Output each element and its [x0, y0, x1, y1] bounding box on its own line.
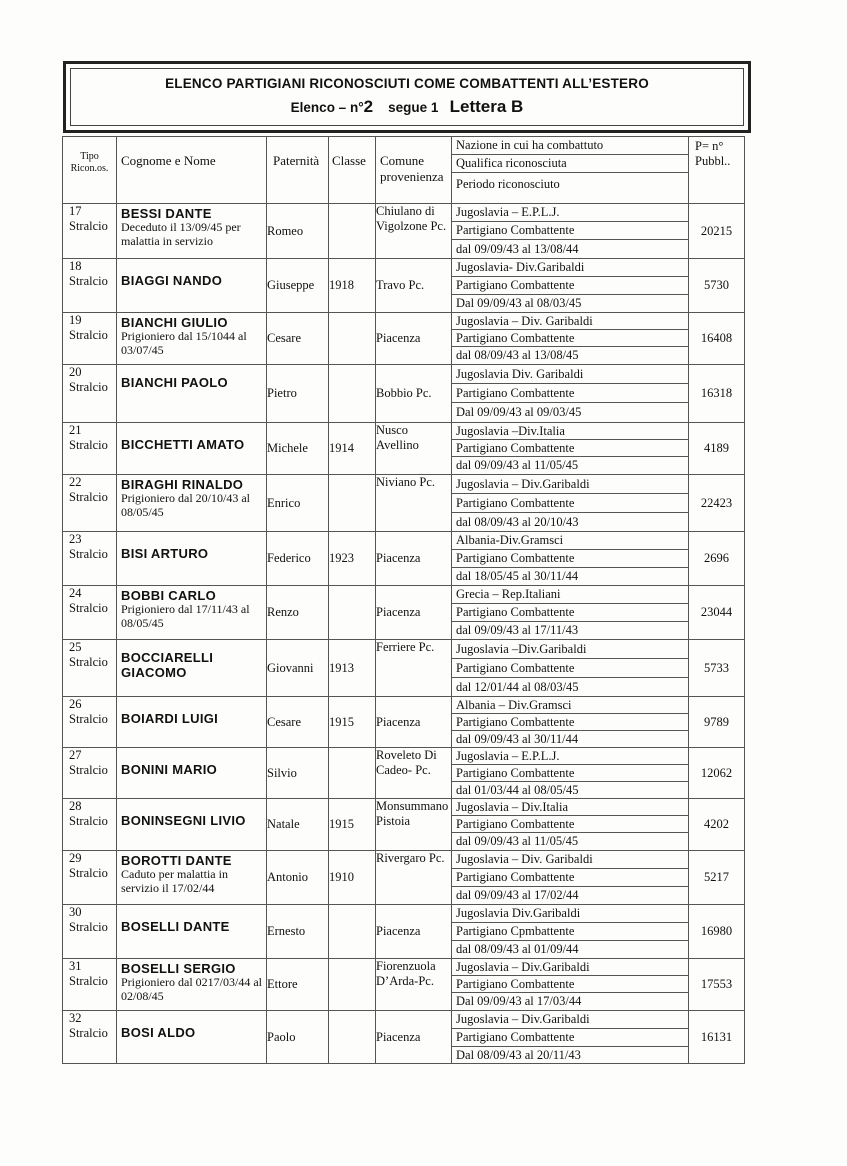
- partisan-name: BONINSEGNI LIVIO: [121, 813, 246, 828]
- table-row: [63, 640, 745, 697]
- partisan-name: BICCHETTI AMATO: [121, 437, 245, 452]
- cell-periodo: Dal 08/09/43 al 20/11/43: [456, 1048, 581, 1062]
- document-title-box: [63, 61, 751, 133]
- cell-dettagli: [452, 851, 689, 905]
- row-number: 26: [69, 697, 82, 711]
- cell-classe: 1913: [329, 640, 376, 697]
- partisan-name: BONINI MARIO: [121, 762, 218, 777]
- cell-nazione: Jugoslavia – Div. Garibaldi: [452, 851, 688, 869]
- col-header-qualifica: Qualifica riconosciuta: [452, 155, 688, 173]
- row-tipo: Stralcio: [69, 814, 108, 828]
- row-tipo: Stralcio: [69, 974, 108, 988]
- cell-comune: Nusco Avellino: [376, 423, 452, 475]
- list-number: 2: [363, 97, 374, 116]
- cell-paternita: Giovanni: [267, 640, 329, 697]
- cell-classe: [329, 905, 376, 959]
- partisan-name: BOSI ALDO: [121, 1025, 196, 1040]
- partisan-name: BISI ARTURO: [121, 546, 209, 561]
- cell-tipo: [63, 204, 117, 259]
- cell-dettagli: [452, 204, 689, 259]
- cell-qualifica: Partigiano Combattente: [452, 440, 688, 457]
- cell-paternita: Silvio: [267, 748, 329, 799]
- cell-periodo: Dal 09/09/43 al 08/03/45: [456, 296, 582, 310]
- cell-tipo: [63, 851, 117, 905]
- document-title: ELENCO PARTIGIANI RICONOSCIUTI COME COMBATTENTI ALL’ESTERO: [165, 76, 649, 91]
- cell-pubbl: 4202: [689, 799, 745, 851]
- cell-tipo: [63, 748, 117, 799]
- row-tipo: Stralcio: [69, 866, 108, 880]
- table-row: [63, 697, 745, 748]
- partisan-note: Prigioniero dal 15/1044 al 03/07/45: [121, 329, 247, 357]
- cell-nome: [117, 365, 267, 423]
- cell-paternita: Antonio: [267, 851, 329, 905]
- cell-qualifica: Partigiano Combattente: [452, 494, 688, 513]
- cell-pubbl: 12062: [689, 748, 745, 799]
- row-tipo: Stralcio: [69, 547, 108, 561]
- cell-dettagli: [452, 748, 689, 799]
- cell-tipo: [63, 697, 117, 748]
- cell-classe: [329, 586, 376, 640]
- col-header-pubbl: P= n° Pubbl..: [689, 137, 745, 204]
- cell-dettagli: [452, 959, 689, 1011]
- cell-dettagli: [452, 532, 689, 586]
- row-number: 30: [69, 905, 82, 919]
- table-row: [63, 1011, 745, 1064]
- cell-tipo: [63, 313, 117, 365]
- segue-label: segue 1: [388, 100, 439, 115]
- cell-nazione: Jugoslavia – Div.Garibaldi: [452, 959, 688, 976]
- cell-dettagli: [452, 586, 689, 640]
- cell-comune: Bobbio Pc.: [376, 365, 452, 423]
- cell-nome: [117, 586, 267, 640]
- row-number: 27: [69, 748, 82, 762]
- cell-dettagli: [452, 423, 689, 475]
- cell-paternita: Cesare: [267, 697, 329, 748]
- cell-paternita: Natale: [267, 799, 329, 851]
- cell-pubbl: 17553: [689, 959, 745, 1011]
- cell-paternita: Renzo: [267, 586, 329, 640]
- cell-comune: Rivergaro Pc.: [376, 851, 452, 905]
- row-tipo: Stralcio: [69, 274, 108, 288]
- partisan-name: BESSI DANTE: [121, 206, 212, 221]
- cell-nazione: Jugoslavia – E.P.L.J.: [452, 748, 688, 765]
- cell-tipo: [63, 423, 117, 475]
- table-row: [63, 259, 745, 313]
- cell-nazione: Jugoslavia Div.Garibaldi: [452, 905, 688, 923]
- row-number: 31: [69, 959, 82, 973]
- cell-pubbl: 2696: [689, 532, 745, 586]
- row-tipo: Stralcio: [69, 219, 108, 233]
- cell-comune: Ferriere Pc.: [376, 640, 452, 697]
- table-body: [63, 204, 745, 1064]
- cell-tipo: [63, 259, 117, 313]
- col-header-tipo: Tipo Ricon.os.: [63, 137, 117, 204]
- cell-nome: [117, 748, 267, 799]
- cell-comune: Piacenza: [376, 697, 452, 748]
- table-row: [63, 959, 745, 1011]
- table-row: [63, 905, 745, 959]
- cell-comune: Chiulano di Vigolzone Pc.: [376, 204, 452, 259]
- list-label: Elenco – n°: [290, 100, 364, 115]
- row-tipo: Stralcio: [69, 438, 108, 452]
- cell-nazione: Jugoslavia –Div.Italia: [452, 423, 688, 440]
- cell-paternita: Giuseppe: [267, 259, 329, 313]
- cell-nazione: Albania-Div.Gramsci: [452, 532, 688, 550]
- cell-comune: Piacenza: [376, 905, 452, 959]
- partisan-name: BIRAGHI RINALDO: [121, 477, 244, 492]
- row-number: 32: [69, 1011, 82, 1025]
- cell-pubbl: 16408: [689, 313, 745, 365]
- partisans-table: [62, 136, 745, 1064]
- cell-pubbl: 5217: [689, 851, 745, 905]
- row-number: 18: [69, 259, 82, 273]
- cell-nome: [117, 851, 267, 905]
- cell-pubbl: 16980: [689, 905, 745, 959]
- cell-periodo: dal 09/09/43 al 13/08/44: [456, 242, 579, 256]
- cell-nazione: Albania – Div.Gramsci: [452, 697, 688, 714]
- cell-pubbl: 9789: [689, 697, 745, 748]
- cell-paternita: Michele: [267, 423, 329, 475]
- cell-comune: Monsummano Pistoia: [376, 799, 452, 851]
- cell-nazione: Grecia – Rep.Italiani: [452, 586, 688, 604]
- cell-pubbl: 5733: [689, 640, 745, 697]
- cell-pubbl: 16131: [689, 1011, 745, 1064]
- cell-paternita: Paolo: [267, 1011, 329, 1064]
- col-header-paternita: Paternità: [267, 137, 329, 204]
- col-header-comune: Comune provenienza: [376, 137, 452, 204]
- row-number: 24: [69, 586, 82, 600]
- cell-dettagli: [452, 697, 689, 748]
- col-header-nome: Cognome e Nome: [117, 137, 267, 204]
- col-header-periodo: Periodo riconosciuto: [456, 177, 560, 191]
- col-header-classe: Classe: [329, 137, 376, 204]
- cell-periodo: dal 18/05/45 al 30/11/44: [456, 569, 579, 583]
- cell-qualifica: Partigiano Combattente: [452, 659, 688, 678]
- cell-periodo: dal 08/09/43 al 13/08/45: [456, 348, 579, 362]
- row-number: 22: [69, 475, 82, 489]
- cell-nazione: Jugoslavia – E.P.L.J.: [452, 204, 688, 222]
- cell-periodo: dal 12/01/44 al 08/03/45: [456, 680, 579, 694]
- cell-nazione: Jugoslavia – Div.Garibaldi: [452, 1011, 688, 1029]
- cell-qualifica: Partigiano Combattente: [452, 222, 688, 240]
- partisan-note: Prigioniero dal 17/11/43 al 08/05/45: [121, 602, 250, 630]
- cell-comune: Niviano Pc.: [376, 475, 452, 532]
- cell-qualifica: Partigiano Combattente: [452, 604, 688, 622]
- partisan-note: Prigioniero dal 20/10/43 al 08/05/45: [121, 491, 250, 519]
- row-tipo: Stralcio: [69, 490, 108, 504]
- cell-nazione: Jugoslavia Div. Garibaldi: [452, 365, 688, 384]
- cell-pubbl: 22423: [689, 475, 745, 532]
- cell-nazione: Jugoslavia – Div.Garibaldi: [452, 475, 688, 494]
- cell-classe: [329, 313, 376, 365]
- cell-comune: Piacenza: [376, 1011, 452, 1064]
- table-row: [63, 586, 745, 640]
- partisan-name: BOBBI CARLO: [121, 588, 217, 603]
- cell-paternita: Pietro: [267, 365, 329, 423]
- cell-tipo: [63, 640, 117, 697]
- title-inner-frame: [70, 68, 744, 126]
- cell-periodo: dal 01/03/44 al 08/05/45: [456, 783, 579, 797]
- cell-dettagli: [452, 1011, 689, 1064]
- cell-tipo: [63, 586, 117, 640]
- cell-paternita: Federico: [267, 532, 329, 586]
- partisan-name: BOROTTI DANTE: [121, 853, 232, 868]
- partisan-note: Deceduto il 13/09/45 per malattia in servizio: [121, 220, 241, 248]
- table-row: [63, 532, 745, 586]
- row-tipo: Stralcio: [69, 920, 108, 934]
- table-row: [63, 313, 745, 365]
- cell-pubbl: 16318: [689, 365, 745, 423]
- row-tipo: Stralcio: [69, 380, 108, 394]
- col-header-group: [452, 137, 689, 204]
- cell-comune: Fiorenzuola D’Arda-Pc.: [376, 959, 452, 1011]
- cell-nome: [117, 697, 267, 748]
- cell-qualifica: Partigiano Combattente: [452, 277, 688, 295]
- cell-periodo: dal 09/09/43 al 11/05/45: [456, 834, 579, 848]
- cell-classe: 1923: [329, 532, 376, 586]
- cell-qualifica: Partigiano Combattente: [452, 816, 688, 833]
- cell-qualifica: Partigiano Cpmbattente: [452, 923, 688, 941]
- col-header-nazione: Nazione in cui ha combattuto: [452, 137, 688, 155]
- partisan-name: BIAGGI NANDO: [121, 273, 223, 288]
- cell-dettagli: [452, 475, 689, 532]
- cell-tipo: [63, 365, 117, 423]
- table-row: [63, 365, 745, 423]
- partisan-name: BIANCHI GIULIO: [121, 315, 228, 330]
- cell-nome: [117, 475, 267, 532]
- cell-periodo: Dal 09/09/43 al 17/03/44: [456, 994, 582, 1008]
- cell-comune: Piacenza: [376, 313, 452, 365]
- row-number: 19: [69, 313, 82, 327]
- cell-nome: [117, 640, 267, 697]
- partisan-note: Prigioniero dal 0217/03/44 al 02/08/45: [121, 975, 262, 1003]
- cell-tipo: [63, 959, 117, 1011]
- table-row: [63, 475, 745, 532]
- row-number: 23: [69, 532, 82, 546]
- cell-periodo: dal 09/09/43 al 17/11/43: [456, 623, 579, 637]
- cell-nome: [117, 259, 267, 313]
- partisan-name: BOIARDI LUIGI: [121, 711, 219, 726]
- cell-comune: Roveleto Di Cadeo- Pc.: [376, 748, 452, 799]
- cell-paternita: Enrico: [267, 475, 329, 532]
- lettera-label: Lettera B: [449, 97, 524, 116]
- row-tipo: Stralcio: [69, 655, 108, 669]
- table-row: [63, 748, 745, 799]
- cell-classe: [329, 959, 376, 1011]
- cell-pubbl: 4189: [689, 423, 745, 475]
- table-row: [63, 799, 745, 851]
- cell-paternita: Ettore: [267, 959, 329, 1011]
- partisan-name: BIANCHI PAOLO: [121, 375, 228, 390]
- partisan-name: BOCCIARELLI GIACOMO: [121, 650, 214, 680]
- row-number: 17: [69, 204, 82, 218]
- cell-nome: [117, 959, 267, 1011]
- cell-classe: 1914: [329, 423, 376, 475]
- cell-qualifica: Partigiano Combattente: [452, 869, 688, 887]
- cell-nazione: Jugoslavia- Div.Garibaldi: [452, 259, 688, 277]
- cell-classe: [329, 475, 376, 532]
- cell-tipo: [63, 475, 117, 532]
- cell-periodo: dal 09/09/43 al 30/11/44: [456, 732, 579, 746]
- row-tipo: Stralcio: [69, 601, 108, 615]
- partisan-name: BOSELLI DANTE: [121, 919, 230, 934]
- cell-nome: [117, 799, 267, 851]
- cell-qualifica: Partigiano Combattente: [452, 384, 688, 403]
- cell-qualifica: Partigiano Combattente: [452, 714, 688, 731]
- cell-nome: [117, 532, 267, 586]
- cell-nome: [117, 423, 267, 475]
- cell-classe: [329, 204, 376, 259]
- cell-nazione: Jugoslavia – Div. Garibaldi: [452, 313, 688, 330]
- cell-periodo: dal 09/09/43 al 11/05/45: [456, 458, 579, 472]
- cell-paternita: Romeo: [267, 204, 329, 259]
- cell-qualifica: Partigiano Combattente: [452, 765, 688, 782]
- cell-qualifica: Partigiano Combattente: [452, 330, 688, 347]
- cell-dettagli: [452, 799, 689, 851]
- cell-dettagli: [452, 905, 689, 959]
- cell-periodo: Dal 09/09/43 al 09/03/45: [456, 405, 582, 419]
- document-subtitle: [71, 97, 743, 117]
- row-tipo: Stralcio: [69, 763, 108, 777]
- partisan-name: BOSELLI SERGIO: [121, 961, 236, 976]
- row-number: 28: [69, 799, 82, 813]
- cell-dettagli: [452, 640, 689, 697]
- row-number: 21: [69, 423, 82, 437]
- cell-pubbl: 20215: [689, 204, 745, 259]
- cell-classe: [329, 748, 376, 799]
- table-header-row: [63, 137, 745, 204]
- cell-qualifica: Partigiano Combattente: [452, 976, 688, 993]
- cell-periodo: dal 09/09/43 al 17/02/44: [456, 888, 579, 902]
- cell-qualifica: Partigiano Combattente: [452, 1029, 688, 1047]
- cell-nazione: Jugoslavia – Div.Italia: [452, 799, 688, 816]
- cell-dettagli: [452, 313, 689, 365]
- table-row: [63, 851, 745, 905]
- row-number: 29: [69, 851, 82, 865]
- cell-classe: [329, 365, 376, 423]
- cell-classe: 1910: [329, 851, 376, 905]
- cell-qualifica: Partigiano Combattente: [452, 550, 688, 568]
- cell-pubbl: 23044: [689, 586, 745, 640]
- cell-comune: Travo Pc.: [376, 259, 452, 313]
- cell-nome: [117, 1011, 267, 1064]
- cell-classe: 1915: [329, 697, 376, 748]
- cell-nome: [117, 204, 267, 259]
- cell-periodo: dal 08/09/43 al 20/10/43: [456, 515, 579, 529]
- row-number: 25: [69, 640, 82, 654]
- cell-dettagli: [452, 365, 689, 423]
- cell-tipo: [63, 532, 117, 586]
- table-row: [63, 204, 745, 259]
- cell-comune: Piacenza: [376, 532, 452, 586]
- partisan-note: Caduto per malattia in servizio il 17/02/44: [121, 867, 228, 895]
- cell-nome: [117, 313, 267, 365]
- cell-paternita: Ernesto: [267, 905, 329, 959]
- row-tipo: Stralcio: [69, 328, 108, 342]
- cell-comune: Piacenza: [376, 586, 452, 640]
- row-tipo: Stralcio: [69, 1026, 108, 1040]
- cell-nazione: Jugoslavia –Div.Garibaldi: [452, 640, 688, 659]
- cell-classe: 1918: [329, 259, 376, 313]
- cell-classe: [329, 1011, 376, 1064]
- cell-classe: 1915: [329, 799, 376, 851]
- row-number: 20: [69, 365, 82, 379]
- row-tipo: Stralcio: [69, 712, 108, 726]
- cell-tipo: [63, 905, 117, 959]
- cell-paternita: Cesare: [267, 313, 329, 365]
- cell-tipo: [63, 1011, 117, 1064]
- cell-tipo: [63, 799, 117, 851]
- table-row: [63, 423, 745, 475]
- cell-pubbl: 5730: [689, 259, 745, 313]
- cell-periodo: dal 08/09/43 al 01/09/44: [456, 942, 579, 956]
- cell-nome: [117, 905, 267, 959]
- cell-dettagli: [452, 259, 689, 313]
